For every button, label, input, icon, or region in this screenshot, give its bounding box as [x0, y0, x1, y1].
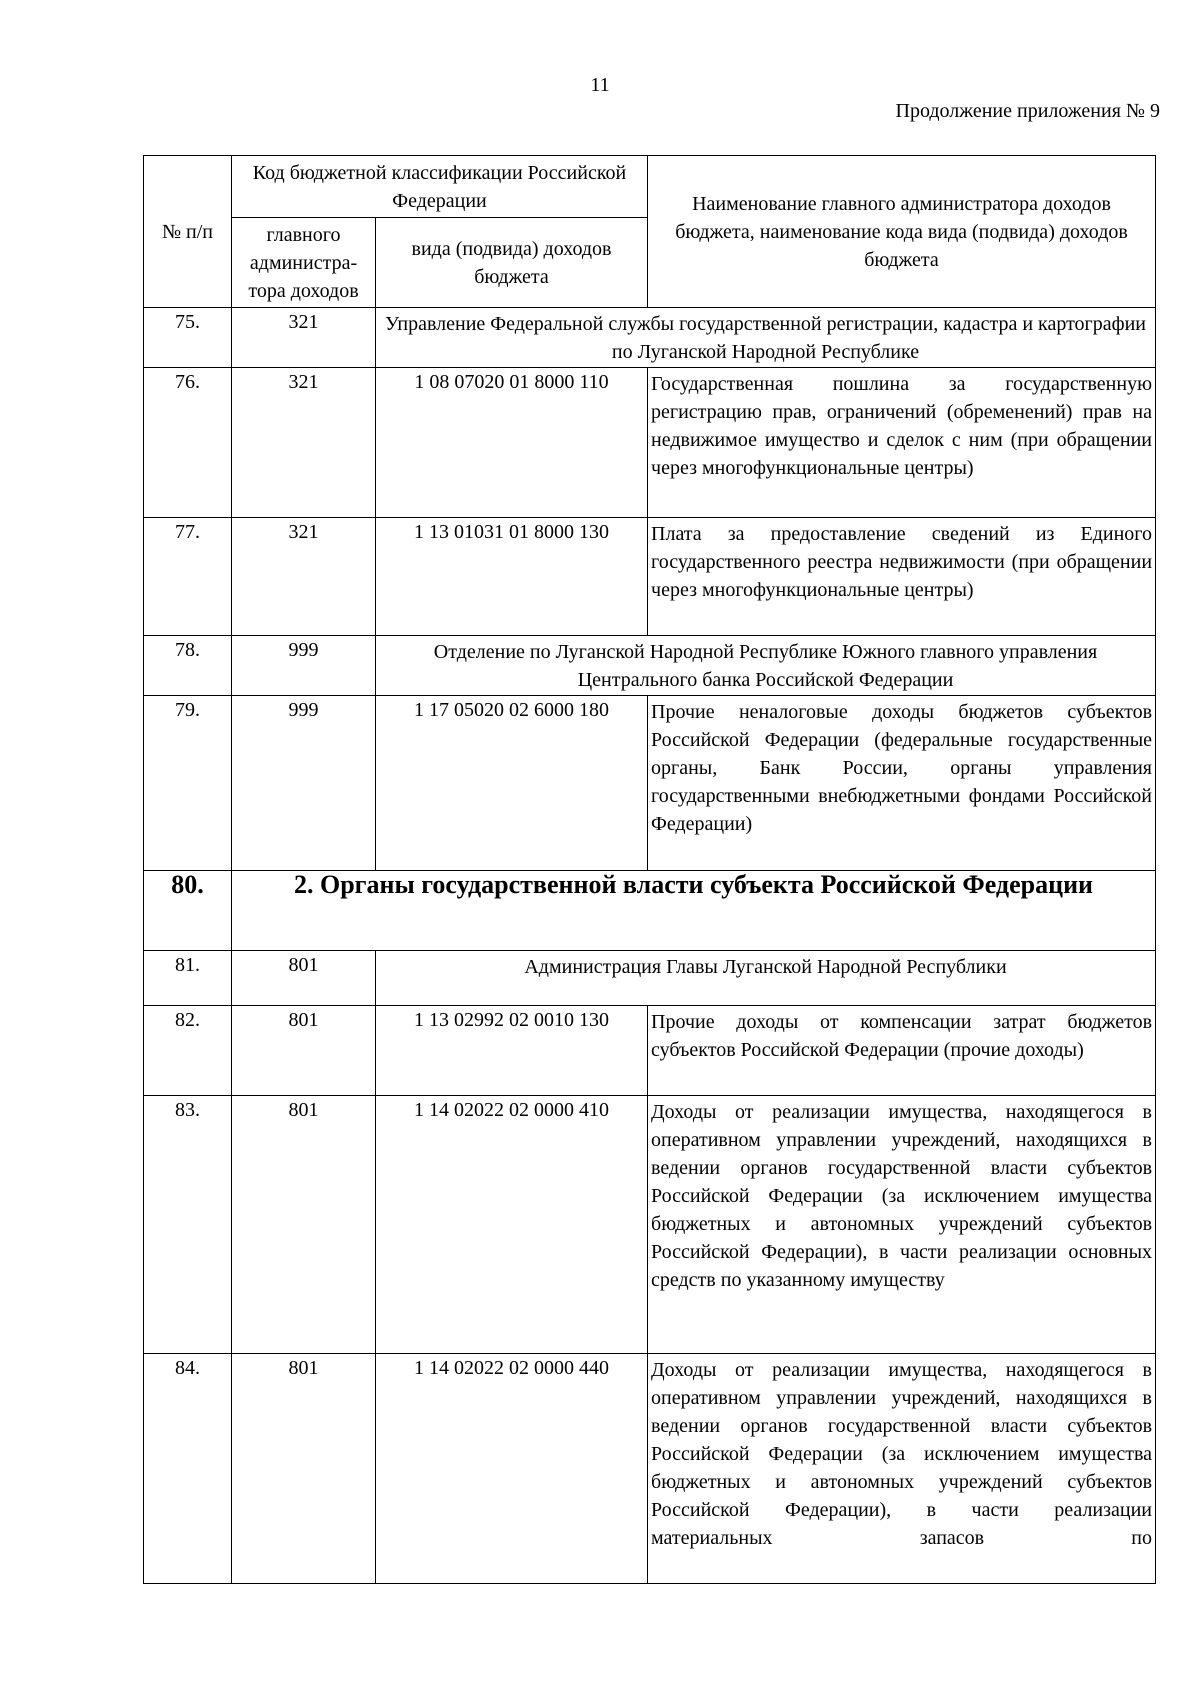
- row-admin-code: 801: [232, 1096, 376, 1354]
- header-code-group: Код бюджетной классификации Российской Федерации: [232, 156, 648, 218]
- row-kind-code: 1 08 07020 01 8000 110: [376, 368, 648, 518]
- header-name: Наименование главного администратора доходов бюджета, наименование кода вида (подвида) доходов бюджета: [648, 156, 1156, 308]
- row-admin-code: 999: [232, 696, 376, 871]
- table-row: [144, 1096, 1156, 1354]
- table-row: [144, 368, 1156, 518]
- header-admin: главного администра-тора доходов: [232, 218, 376, 308]
- table-row: [144, 1006, 1156, 1096]
- section-row: [144, 871, 1156, 951]
- row-num: 75.: [144, 308, 232, 368]
- row-admin-code: 801: [232, 1354, 376, 1584]
- table-body: [144, 308, 1156, 1584]
- continuation-note: Продолжение приложения № 9: [895, 100, 1160, 122]
- table-row: [144, 308, 1156, 368]
- section-title: 2. Органы государственной власти субъекта Российской Федерации: [232, 871, 1156, 951]
- row-kind-code: 1 14 02022 02 0000 440: [376, 1354, 648, 1584]
- row-num: 82.: [144, 1006, 232, 1096]
- row-kind-code: 1 14 02022 02 0000 410: [376, 1096, 648, 1354]
- row-num: 78.: [144, 636, 232, 696]
- row-description: Доходы от реализации имущества, находящегося в оперативном управлении учреждений, находящихся в ведении органов государственной власти субъектов Российской Федерации (за исключением имущества бюджетных и автономных учреждений субъектов Российской Федерации), в части реализации основных средств по указанному имуществу: [648, 1096, 1156, 1354]
- page-number: 11: [590, 74, 610, 96]
- table-row: [144, 696, 1156, 871]
- budget-classification-table: [143, 155, 1156, 1584]
- row-num: 84.: [144, 1354, 232, 1584]
- row-admin-code: 801: [232, 951, 376, 1006]
- row-admin-code: 321: [232, 368, 376, 518]
- table-row: [144, 636, 1156, 696]
- row-kind-code: 1 13 02992 02 0010 130: [376, 1006, 648, 1096]
- row-num: 76.: [144, 368, 232, 518]
- row-admin-code: 321: [232, 518, 376, 636]
- section-num: 80.: [144, 871, 232, 951]
- row-num: 83.: [144, 1096, 232, 1354]
- row-num: 77.: [144, 518, 232, 636]
- row-org-name: Администрация Главы Луганской Народной Республики: [376, 951, 1156, 1006]
- row-description: Государственная пошлина за государственную регистрацию прав, ограничений (обременений) прав на недвижимое имущество и сделок с ним (при обращении через многофункциональные центры): [648, 368, 1156, 518]
- table-row: [144, 951, 1156, 1006]
- row-admin-code: 321: [232, 308, 376, 368]
- row-num: 81.: [144, 951, 232, 1006]
- row-description: Плата за предоставление сведений из Единого государственного реестра недвижимости (при обращении через многофункциональные центры): [648, 518, 1156, 636]
- row-kind-code: 1 17 05020 02 6000 180: [376, 696, 648, 871]
- row-admin-code: 999: [232, 636, 376, 696]
- row-description: Прочие неналоговые доходы бюджетов субъектов Российской Федерации (федеральные государственные органы, Банк России, органы управления государственными внебюджетными фондами Российской Федерации): [648, 696, 1156, 871]
- row-admin-code: 801: [232, 1006, 376, 1096]
- row-org-name: Управление Федеральной службы государственной регистрации, кадастра и картографии по Луганской Народной Республике: [376, 308, 1156, 368]
- header-kind: вида (подвида) доходов бюджета: [376, 218, 648, 308]
- row-num: 79.: [144, 696, 232, 871]
- row-kind-code: 1 13 01031 01 8000 130: [376, 518, 648, 636]
- row-org-name: Отделение по Луганской Народной Республике Южного главного управления Центрального банка Российской Федерации: [376, 636, 1156, 696]
- table-row: [144, 518, 1156, 636]
- header-num: № п/п: [144, 156, 232, 308]
- row-description: Доходы от реализации имущества, находящегося в оперативном управлении учреждений, находящихся в ведении органов государственной власти субъектов Российской Федерации (за исключением имущества бюджетных и автономных учреждений субъектов Российской Федерации), в части реализации материальных запасов по: [648, 1354, 1156, 1584]
- row-description: Прочие доходы от компенсации затрат бюджетов субъектов Российской Федерации (прочие доходы): [648, 1006, 1156, 1096]
- table-row: [144, 1354, 1156, 1584]
